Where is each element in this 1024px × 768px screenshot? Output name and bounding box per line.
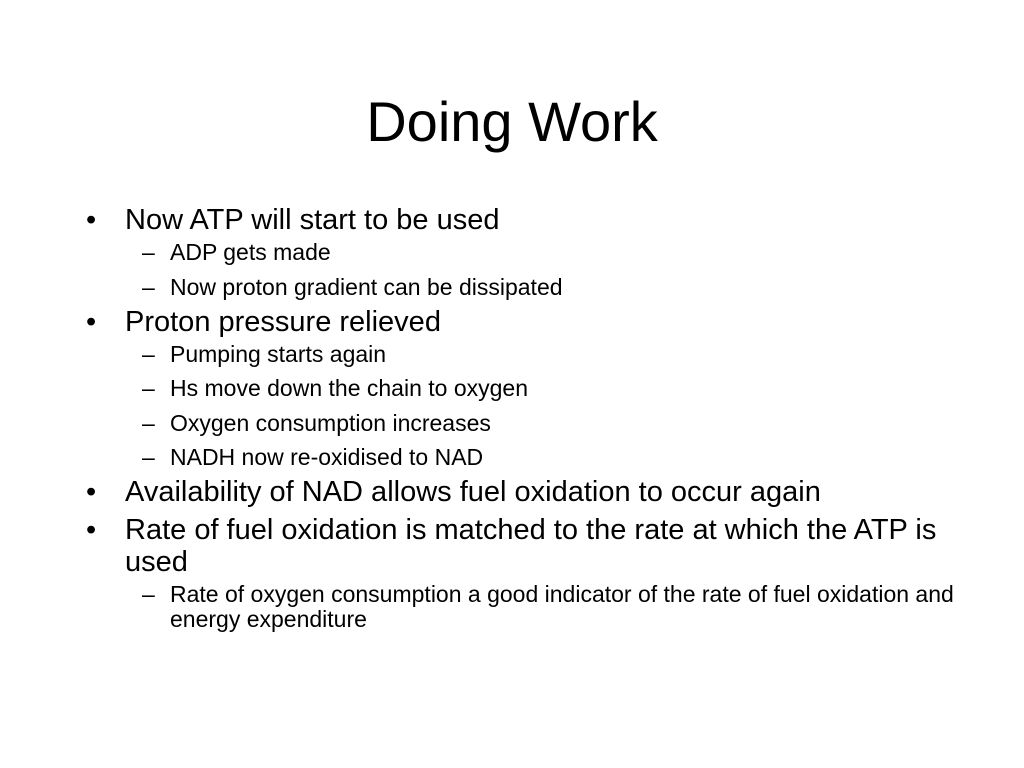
- sub-item: [125, 445, 992, 470]
- sub-item: [125, 240, 992, 265]
- bullet-marker: •: [86, 476, 97, 509]
- sub-marker: –: [142, 444, 155, 471]
- bullet-text: Now ATP will start to be used: [125, 204, 500, 236]
- sub-item-text: Pumping starts again: [170, 340, 387, 367]
- sub-list: [125, 342, 992, 471]
- bullet-item: [82, 514, 992, 632]
- sub-marker: –: [142, 340, 155, 367]
- sub-item: [125, 376, 992, 401]
- bullet-item: [82, 306, 992, 471]
- bullet-marker: •: [86, 204, 97, 236]
- bullet-text: Availability of NAD allows fuel oxidation to occur again: [125, 476, 821, 509]
- sub-item: [125, 411, 992, 436]
- sub-item: [125, 275, 992, 300]
- sub-item-text: Now proton gradient can be dissipated: [170, 273, 563, 300]
- sub-list: [125, 240, 992, 300]
- sub-list: [125, 582, 992, 632]
- sub-marker: –: [142, 375, 155, 402]
- sub-item: [125, 582, 992, 632]
- bullet-list: [82, 204, 992, 638]
- bullet-marker: •: [86, 305, 97, 338]
- sub-marker: –: [142, 409, 155, 436]
- sub-marker: –: [142, 581, 155, 608]
- sub-item-text: Hs move down the chain to oxygen: [170, 375, 528, 402]
- sub-item-text: Oxygen consumption increases: [170, 409, 491, 436]
- bullet-text: Proton pressure relieved: [125, 305, 441, 338]
- sub-item-text: ADP gets made: [170, 239, 331, 265]
- sub-item-text: Rate of oxygen consumption a good indicator of the rate of fuel oxidation and energy expenditure: [170, 581, 954, 633]
- sub-marker: –: [142, 273, 155, 300]
- sub-marker: –: [142, 239, 155, 265]
- bullet-text: Rate of fuel oxidation is matched to the rate at which the ATP is used: [125, 514, 937, 579]
- bullet-item: [82, 476, 992, 508]
- sub-item-text: NADH now re-oxidised to NAD: [170, 444, 484, 471]
- slide-title: Doing Work: [366, 90, 658, 153]
- sub-item: [125, 342, 992, 367]
- bullet-marker: •: [86, 514, 97, 547]
- bullet-item: [82, 204, 992, 300]
